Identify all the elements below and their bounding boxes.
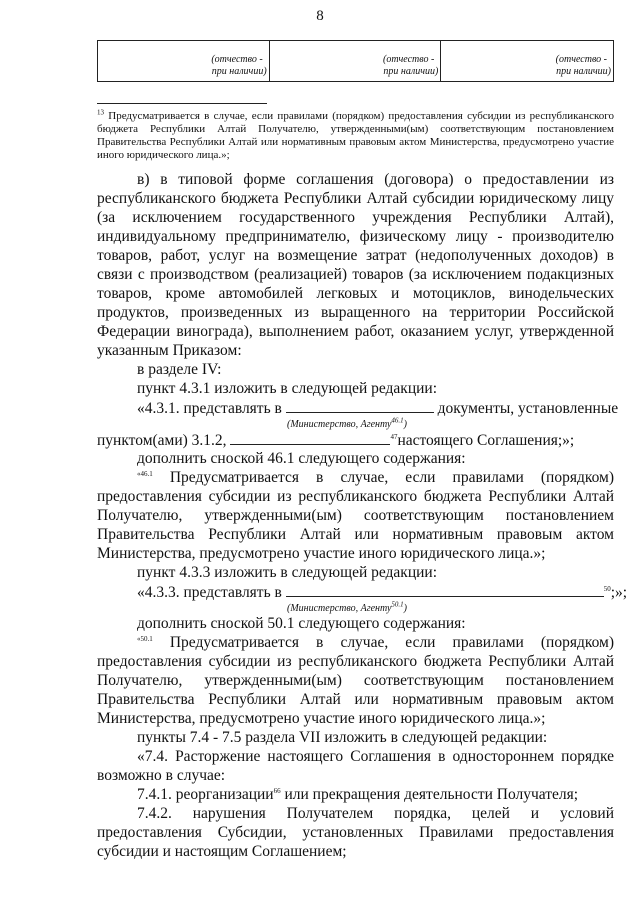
footnote-marker-501: «50.1: [137, 634, 153, 643]
clause-431-points: пунктом(ами) 3.1.2,: [97, 432, 227, 449]
signature-hint-line2: при наличии): [383, 66, 439, 77]
paragraph-footnote-461: $^{«46.1}$ Предусматривается в случае, если правилами (порядком) предоставления субсидии из республиканского бюджета Республики Алтай Получателю, утвержденными(ым) соответствующим постановлением Правительства Республики Алтай или нормативным правовым актом Министерства, предусмотрено участие иного юридического лица.»;: [97, 469, 615, 562]
paragraph-section-iv: в разделе IV:: [137, 361, 222, 378]
signature-hint: [270, 41, 441, 78]
blank-field: [286, 582, 604, 597]
signature-hint-line2: при наличии): [556, 66, 611, 77]
clause-431-start: «4.3.1. представлять в: [137, 400, 282, 417]
paragraph-point-431: пункт 4.3.1 изложить в следующей редакции:: [137, 380, 438, 397]
clause-433-start: «4.3.3. представлять в: [137, 584, 282, 601]
paragraph-point-433: пункт 4.3.3 изложить в следующей редакции:: [137, 564, 438, 581]
clause-431-cont: [97, 430, 614, 449]
footnote: [97, 110, 614, 162]
signature-table: [97, 40, 614, 82]
footnote-marker-461: «46.1: [137, 469, 153, 478]
paragraph-points-74-75: пункты 7.4 - 7.5 раздела VII изложить в следующей редакции:: [137, 729, 548, 746]
fill-hint-text: (Министерство, Агенту$^{46.1}$): [287, 416, 408, 430]
fill-hint: [97, 417, 614, 430]
footnote-ref-50: 50: [603, 584, 611, 593]
signature-hint-line1: (отчество -: [211, 54, 263, 65]
paragraph-footnote-501: $^{«50.1}$ Предусматривается в случае, если правилами (порядком) предоставления субсидии из республиканского бюджета Республики Алтай Получателю, утвержденными(ым) соответствующим постановлением Правительства Республики Алтай или нормативным правовым актом Министерства, предусмотрено участие иного юридического лица.»;: [97, 634, 615, 727]
blank-field: [286, 398, 434, 413]
signature-hint-line1: (отчество -: [382, 54, 435, 65]
clause-431-end: документы, установленные: [437, 400, 619, 417]
footnote-ref-47: 47: [390, 432, 398, 441]
page-number: 8: [316, 8, 324, 24]
signature-hint: [441, 41, 613, 78]
fill-hint: [97, 601, 614, 614]
paragraph-clause-74: «7.4. Расторжение настоящего Соглашения в одностороннем порядке возможно в случае:: [97, 748, 614, 784]
signature-hint: [98, 41, 269, 78]
signature-cell: [269, 41, 441, 82]
clause-431-tail: настоящего Соглашения;»;: [397, 432, 575, 449]
paragraph-add-footnote-461: дополнить сноской 46.1 следующего содержания:: [137, 450, 466, 467]
footnote-text: Предусматривается в случае, если правилами (порядком) предоставления субсидии из республиканского бюджета Республики Алтай Получателю, утвержденными(ым) соответствующим постановлением Правительства Республики Алтай или нормативным правовым актом Министерства, предусмотрено участие иного юридического лица.»;: [97, 110, 614, 161]
signature-cell: [98, 41, 270, 82]
paragraph-add-footnote-501: дополнить сноской 50.1 следующего содержания:: [137, 615, 466, 632]
footnote-ref-66: 66: [273, 786, 281, 795]
paragraph-v: в) в типовой форме соглашения (договора) о предоставлении из республиканского бюджета Республики Алтай субсидии юридическому лицу (за исключением государственного учреждения Республики Алтай), индивидуальному предпринимателю, физическому лицу - производителю товаров, работ, услуг на возмещение затрат (недополученных доходов) в связи с производством (реализацией) товаров (за исключением подакцизных товаров, кроме автомобилей легковых и мотоциклов, винодельческих продуктов, произведенных из выращенного на территории Российской Федерации винограда), выполнением работ, оказанием услуг, утвержденной указанным Приказом:: [97, 171, 614, 359]
signature-hint-line1: (отчество -: [555, 54, 607, 65]
document-body: [97, 170, 628, 861]
clause-433-tail: ;»;: [610, 584, 628, 601]
fill-hint-text: (Министерство, Агенту$^{50.1}$): [287, 600, 408, 614]
signature-hint-line2: при наличии): [211, 66, 267, 77]
blank-field: [230, 430, 390, 445]
footnote-divider: [97, 103, 267, 104]
paragraph-clause-742: 7.4.2. нарушения Получателем порядка, целей и условий предоставления Субсидии, установленных Правилами предоставления субсидии и настоящим Соглашением;: [97, 805, 614, 860]
footnote-marker: 13: [97, 108, 104, 117]
paragraph-clause-741: 7.4.1. реорганизации$^{66}$ или прекращения деятельности Получателя;: [137, 786, 579, 803]
signature-cell: [441, 41, 614, 82]
